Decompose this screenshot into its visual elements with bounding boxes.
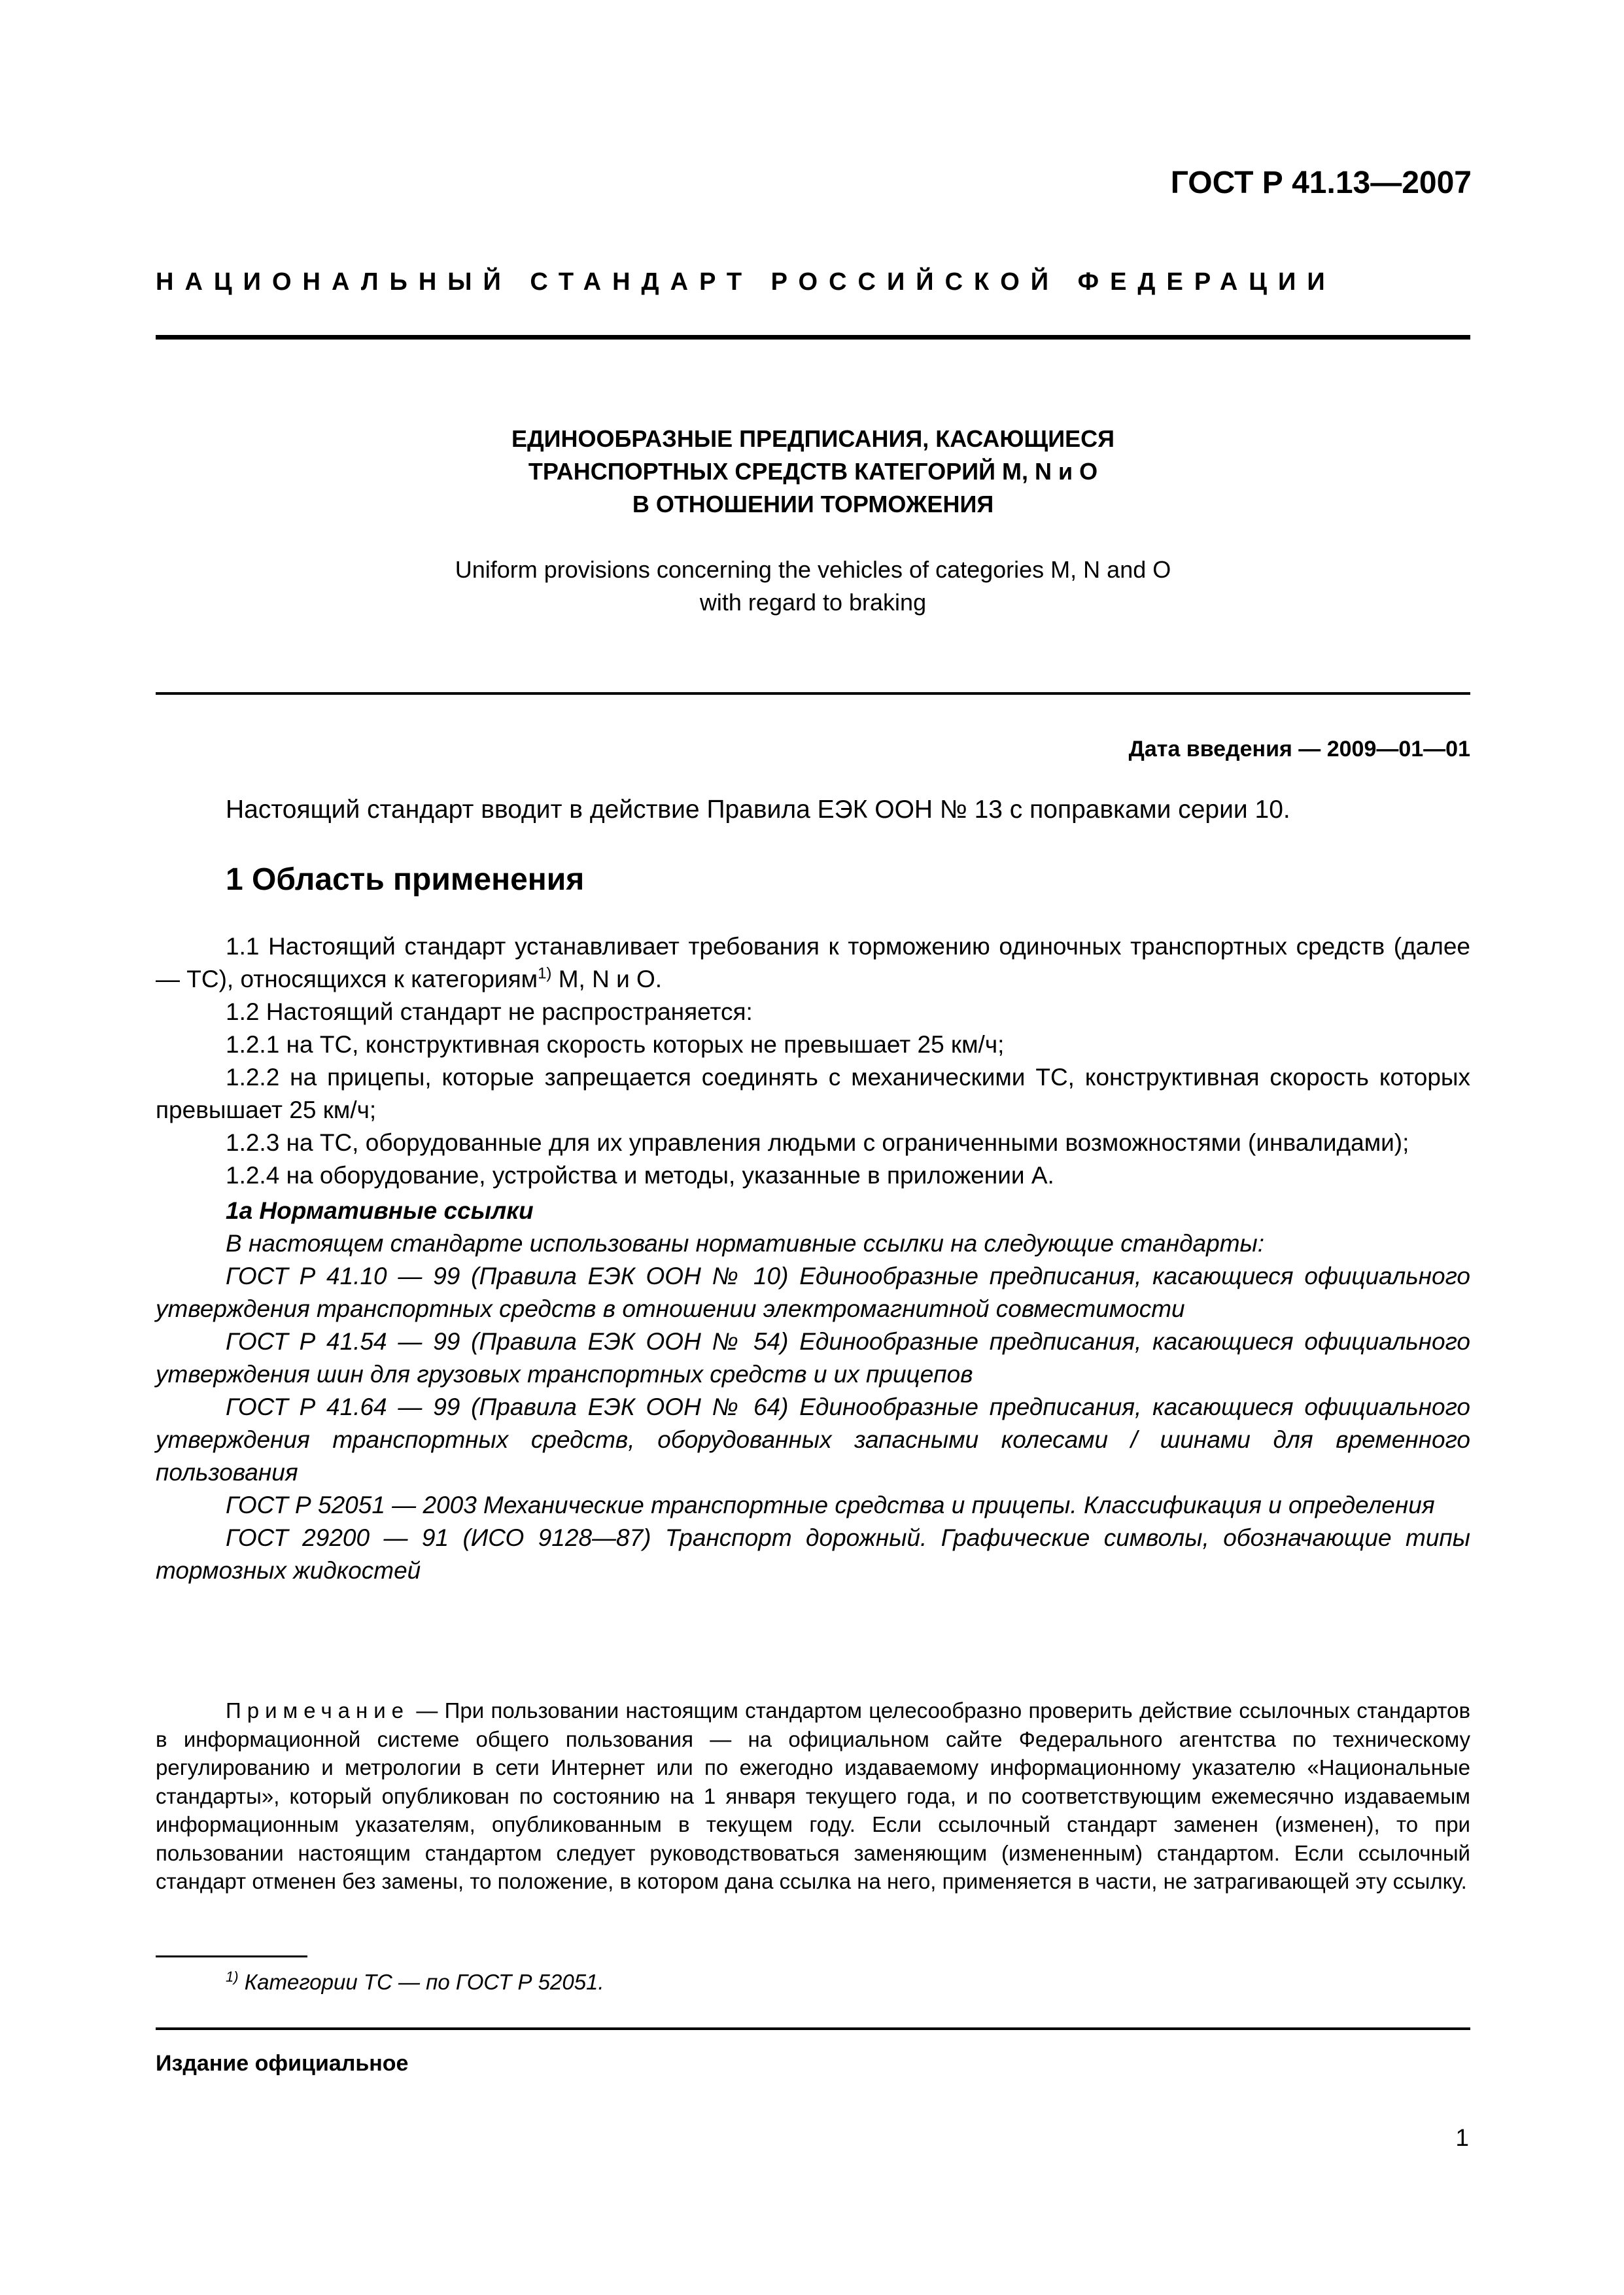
introduction-date: Дата введения — 2009—01—01 — [1128, 737, 1470, 762]
paragraph-1-2-2: 1.2.2 на прицепы, которые запрещается соединять с механическими ТС, конструктивная скорость которых превышает 25 км/ч; — [156, 1064, 1470, 1123]
footnote-mark: 1) — [226, 1969, 239, 1985]
document-title — [156, 423, 1470, 521]
reference-item: ГОСТ Р 41.64 — 99 (Правила ЕЭК ООН № 64) Единообразные предписания, касающиеся официального утверждения транспортных средств, оборудованных запасными колесами / шинами для временного пользования — [156, 1393, 1470, 1486]
footnote-rule — [156, 1955, 307, 1957]
header-rule — [156, 335, 1470, 340]
intro-paragraph: Настоящий стандарт вводит в действие Правила ЕЭК ООН № 13 с поправками серии 10. — [226, 796, 1290, 824]
page-number: 1 — [1455, 2124, 1469, 2151]
paragraph-1-2-1: 1.2.1 на ТС, конструктивная скорость которых не превышает 25 км/ч; — [226, 1031, 1005, 1058]
title-line-2: ТРАНСПОРТНЫХ СРЕДСТВ КАТЕГОРИЙ M, N и O — [528, 458, 1098, 485]
footnote-ref: 1) — [538, 964, 552, 983]
national-standard-heading: НАЦИОНАЛЬНЫЙ СТАНДАРТ РОССИЙСКОЙ ФЕДЕРАЦИИ — [156, 268, 1336, 296]
english-title-line-2: with regard to braking — [699, 589, 927, 616]
title-rule — [156, 692, 1470, 695]
paragraph-1-2: 1.2 Настоящий стандарт не распространяется: — [226, 998, 753, 1025]
english-title-line-1: Uniform provisions concerning the vehicles of categories M, N and O — [455, 556, 1171, 583]
paragraph-1-2-4: 1.2.4 на оборудование, устройства и методы, указанные в приложении А. — [226, 1162, 1054, 1189]
reference-item: ГОСТ Р 41.54 — 99 (Правила ЕЭК ООН № 54) Единообразные предписания, касающиеся официального утверждения шин для грузовых транспортных средств и их прицепов — [156, 1328, 1470, 1388]
reference-item: ГОСТ 29200 — 91 (ИСО 9128—87) Транспорт дорожный. Графические символы, обозначающие типы тормозных жидкостей — [156, 1524, 1470, 1584]
note-label: Примечание — [226, 1698, 410, 1723]
paragraph-1-2-3: 1.2.3 на ТС, оборудованные для их управления людьми с ограниченными возможностями (инвалидами); — [226, 1129, 1409, 1156]
references-intro: В настоящем стандарте использованы нормативные ссылки на следующие стандарты: — [226, 1230, 1265, 1257]
footnote — [226, 1970, 604, 1995]
section-1a-heading: 1а Нормативные ссылки — [226, 1197, 534, 1224]
section-1-heading: 1 Область применения — [226, 862, 585, 897]
paragraph-1-1: 1.1 Настоящий стандарт устанавливает требования к торможению одиночных транспортных средств (далее — ТС), относящихся к категориям$^{1)}$ M, N и O. — [156, 933, 1470, 992]
note-paragraph — [156, 1696, 1470, 1896]
official-edition-label: Издание официальное — [156, 2051, 409, 2076]
document-code: ГОСТ Р 41.13—2007 — [1170, 166, 1472, 200]
main-body — [156, 930, 1470, 1587]
footnote-text: Категории ТС — по ГОСТ Р 52051. — [238, 1970, 604, 1994]
footer-rule — [156, 2027, 1470, 2030]
title-line-3: В ОТНОШЕНИИ ТОРМОЖЕНИЯ — [632, 491, 994, 517]
document-title-english — [156, 553, 1470, 619]
note-text: — При пользовании настоящим стандартом целесообразно проверить действие ссылочных стандартов в информационной системе общего пользования — на официальном сайте Федерального агентства по техническому регулированию и метрологии в сети Интернет или по ежегодно издаваемому информационному указателю «Национальные стандарты», который опубликован по состоянию на 1 января текущего года, и по соответствующим ежемесячно издаваемым информационным указателям, опубликованным в текущем году. Если ссылочный стандарт заменен (изменен), то при пользовании настоящим стандартом следует руководствоваться заменяющим (измененным) стандартом. Если ссылочный стандарт отменен без замены, то положение, в котором дана ссылка на него, применяется в части, не затрагивающей эту ссылку. — [156, 1698, 1470, 1893]
reference-item: ГОСТ Р 41.10 — 99 (Правила ЕЭК ООН № 10) Единообразные предписания, касающиеся официального утверждения транспортных средств в отношении электромагнитной совместимости — [156, 1263, 1470, 1322]
title-line-1: ЕДИНООБРАЗНЫЕ ПРЕДПИСАНИЯ, КАСАЮЩИЕСЯ — [511, 425, 1114, 452]
reference-item: ГОСТ Р 52051 — 2003 Механические транспортные средства и прицепы. Классификация и определения — [226, 1492, 1435, 1518]
